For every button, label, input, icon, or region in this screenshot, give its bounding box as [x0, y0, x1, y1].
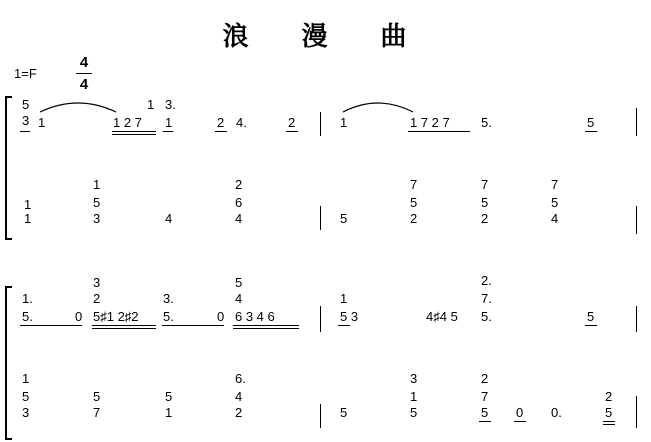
s2-bass-rest: 0 — [516, 405, 524, 420]
s2-bass-note: 5 — [410, 405, 418, 420]
s1-treble-note: 2 — [288, 115, 296, 130]
s1-bass-note: 7 — [481, 177, 489, 192]
s1-bass-note: 7 — [551, 177, 559, 192]
s1-bass-note: 4 — [165, 211, 173, 226]
tie-arc — [343, 103, 413, 112]
s1-treble-note: 1 — [340, 115, 348, 130]
s1-treble-note: 1 — [38, 115, 46, 130]
s2-bass-note: 1 — [165, 405, 173, 420]
s2-treble-rest: 0 — [217, 309, 225, 324]
s1-bass-note: 2 — [410, 211, 418, 226]
s2-bass-note: 2 — [235, 405, 243, 420]
s1-treble-note: 4. — [236, 115, 247, 130]
s1-bass-note: 2 — [235, 177, 243, 192]
s1-treble-note-group: 1 7 2 7 — [410, 115, 450, 130]
s2-bass-note: 2 — [481, 371, 489, 386]
s1-treble-note: 5 — [587, 115, 595, 130]
s1-bass-note: 5 — [481, 195, 489, 210]
s1-bass-note: 1 — [24, 197, 32, 212]
s2-treble-note-group: 5♯1 2♯2 — [93, 309, 139, 324]
s2-treble-note: 2 — [93, 291, 101, 306]
s1-treble-note: 2 — [217, 115, 225, 130]
s1-bass-note: 2 — [481, 211, 489, 226]
s2-bass-note: 4 — [235, 389, 243, 404]
s1-treble-upper-note: 3. — [165, 97, 176, 112]
s2-treble-note: 5. — [163, 309, 174, 324]
s2-treble-upper-note: 7. — [481, 291, 492, 306]
s1-bass-note: 1 — [93, 177, 101, 192]
key-signature: 1=F — [14, 66, 37, 81]
s2-treble-note: 1. — [22, 291, 33, 306]
s1-treble-note: 5. — [481, 115, 492, 130]
s2-treble-upper-note: 5 — [235, 275, 243, 290]
s1-bass-note: 7 — [410, 177, 418, 192]
s2-treble-note: 4 — [235, 291, 243, 306]
s2-treble-note: 5. — [22, 309, 33, 324]
s2-bass-note: 5 — [22, 389, 30, 404]
score-title: 浪 漫 曲 — [222, 22, 429, 52]
s2-treble-note-group: 4♯4 5 — [426, 309, 458, 324]
s1-bass-note: 5 — [93, 195, 101, 210]
s2-treble-note-group: 5 3 — [340, 309, 359, 324]
s2-treble-note-group: 6 3 4 6 — [235, 309, 275, 324]
s2-bass-note: 5 — [481, 405, 489, 420]
s2-treble-upper-note: 2. — [481, 273, 492, 288]
s1-bass-note: 4 — [551, 211, 559, 226]
s1-bass-note: 1 — [24, 211, 32, 226]
s1-bass-note: 4 — [235, 211, 243, 226]
s1-bass-note: 5 — [410, 195, 418, 210]
s1-bass-note: 5 — [551, 195, 559, 210]
s2-bass-note: 1 — [22, 371, 30, 386]
s2-treble-note: 5 — [587, 309, 595, 324]
s2-bass-note: 5 — [340, 405, 348, 420]
s2-bass-note: 2 — [605, 389, 613, 404]
s1-bass-note: 5 — [340, 211, 348, 226]
s2-bass-note: 3 — [22, 405, 30, 420]
s2-bass-note: 5 — [93, 389, 101, 404]
s1-treble-chord-bottom: 3 — [22, 113, 30, 128]
s2-bass-rest: 0. — [551, 405, 562, 420]
time-signature-bottom: 4 — [79, 76, 89, 93]
s1-treble-note: 1 — [165, 115, 173, 130]
tie-arc — [40, 103, 116, 112]
s2-bass-note: 5 — [605, 405, 613, 420]
s2-treble-note: 1 — [340, 291, 348, 306]
s1-treble-note-group: 1 2 7 — [113, 115, 142, 130]
s2-bass-note: 3 — [410, 371, 418, 386]
s2-bass-note: 7 — [93, 405, 101, 420]
s2-treble-note: 5. — [481, 309, 492, 324]
s2-treble-rest: 0 — [75, 309, 83, 324]
s2-treble-upper-note: 3 — [93, 275, 101, 290]
s1-bass-note: 6 — [235, 195, 243, 210]
s2-bass-note: 1 — [410, 389, 418, 404]
time-signature-top: 4 — [79, 54, 89, 71]
s1-treble-chord-top: 5 — [22, 97, 30, 112]
s1-bass-note: 3 — [93, 211, 101, 226]
s2-bass-note: 6. — [235, 371, 246, 386]
s2-treble-note: 3. — [163, 291, 174, 306]
s2-bass-note: 5 — [165, 389, 173, 404]
s1-treble-upper-note: 1 — [147, 97, 155, 112]
s2-bass-note: 7 — [481, 389, 489, 404]
